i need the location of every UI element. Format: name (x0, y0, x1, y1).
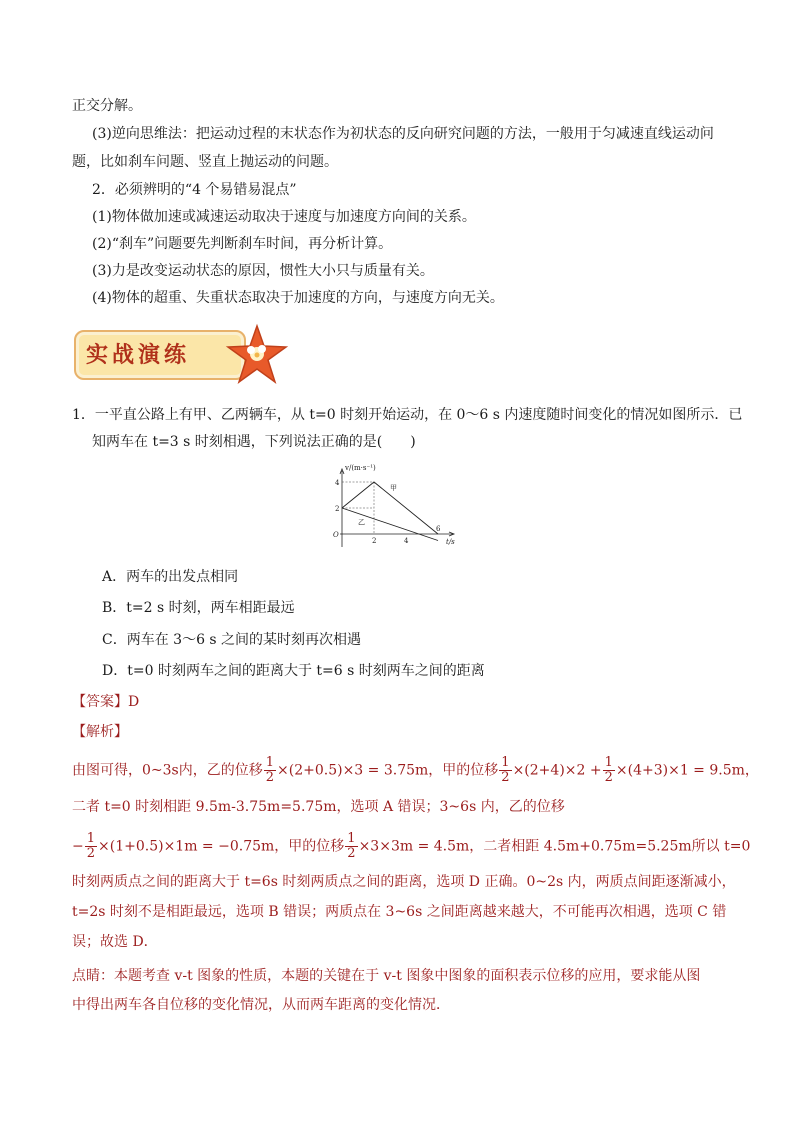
series-line (342, 508, 438, 541)
fraction-half: $\frac{1}{2}$ (347, 831, 356, 861)
fraction-half: $\frac{1}{2}$ (604, 755, 613, 785)
option-c: C．两车在 3～6 s 之间的某时刻再次相遇 (102, 632, 362, 648)
list-item: (3)力是改变运动状态的原因，惯性大小只与质量有关。 (92, 263, 434, 279)
solution-text: ×(2+4)×2 + (512, 762, 602, 779)
list-item: (4)物体的超重、失重状态取决于加速度的方向，与速度方向无关。 (92, 290, 504, 306)
starfish-icon (224, 322, 290, 388)
note-line-1: 点睛：本题考查 v-t 图象的性质，本题的关键在于 v-t 图象中图象的面积表示位移的应用，要求能从图 (72, 968, 701, 984)
x-tick-label: 6 (436, 525, 441, 533)
solution-line-6: 误；故选 D． (72, 934, 158, 950)
y-axis-label: v/(m·s⁻¹) (345, 464, 376, 472)
x-tick-label: 2 (372, 537, 377, 545)
option-a: A．两车的出发点相同 (102, 569, 239, 585)
question-stem-2: 知两车在 t=3 s 时刻相遇，下列说法正确的是( ) (92, 434, 416, 450)
series-label: 乙 (358, 518, 365, 527)
list-item: (2)“刹车”问题要先判断刹车时间，再分析计算。 (92, 236, 393, 252)
solution-text: ×3×3m = 4.5m，二者相距 4.5m+0.75m=5.25m所以 t=0 (358, 838, 751, 855)
origin-label: O (333, 531, 339, 539)
y-tick-label: 4 (335, 479, 340, 487)
section-heading: 2．必须辨明的“4 个易错易混点” (92, 182, 297, 198)
option-d: D．t=0 时刻两车之间的距离大于 t=6 s 时刻两车之间的距离 (102, 663, 485, 679)
analysis-label: 【解析】 (72, 724, 128, 740)
vt-chart (328, 458, 468, 556)
fraction-half: $\frac{1}{2}$ (501, 755, 510, 785)
fraction-half: $\frac{1}{2}$ (265, 755, 275, 785)
list-item: (1)物体做加速或减速运动取决于速度与加速度方向间的关系。 (92, 209, 476, 225)
intro-line-1: 正交分解。 (72, 98, 142, 114)
x-axis-label: t/s (446, 538, 455, 546)
series-label: 甲 (390, 483, 397, 492)
banner-title: 实战演练 (86, 342, 191, 368)
solution-line-4: 时刻两质点之间的距离大于 t=6s 时刻两质点之间的距离，选项 D 正确。0~2s 内，两质点间距逐渐减小， (72, 874, 736, 890)
option-b: B．t=2 s 时刻，两车相距最远 (102, 600, 295, 616)
solution-line-5: t=2s 时刻不是相距最远，选项 B 错误；两质点在 3~6s 之间距离越来越大，不可能再次相遇，选项 C 错 (72, 904, 727, 920)
x-tick-label: 4 (404, 537, 409, 545)
solution-line-1 (72, 756, 759, 785)
question-stem-1: 1．一平直公路上有甲、乙两辆车，从 t=0 时刻开始运动，在 0～6 s 内速度随时间变化的情况如图所示．已 (72, 407, 743, 423)
intro-line-3: 题，比如刹车问题、竖直上抛运动的问题。 (72, 154, 338, 170)
solution-text: ×(1+0.5)×1m = −0.75m，甲的位移 (98, 838, 345, 855)
solution-text: ×(4+3)×1 = 9.5m， (615, 762, 759, 779)
answer-label: 【答案】D (72, 694, 140, 710)
section-banner (74, 322, 274, 390)
note-line-2: 中得出两车各自位移的变化情况，从而两车距离的变化情况． (72, 997, 450, 1013)
solution-line-2: 二者 t=0 时刻相距 9.5m-3.75m=5.75m，选项 A 错误；3~6s 内，乙的位移 (72, 799, 565, 815)
intro-line-2: (3)逆向思维法：把运动过程的末状态作为初状态的反向研究问题的方法，一般用于匀减速直线运动问 (92, 126, 714, 142)
fraction-half: $\frac{1}{2}$ (86, 831, 96, 861)
solution-text: − (72, 838, 84, 855)
solution-text: ×(2+0.5)×3 = 3.75m，甲的位移 (277, 762, 499, 779)
solution-line-3 (72, 832, 750, 861)
y-tick-label: 2 (335, 505, 340, 513)
solution-text: 由图可得，0~3s内，乙的位移 (72, 762, 263, 779)
